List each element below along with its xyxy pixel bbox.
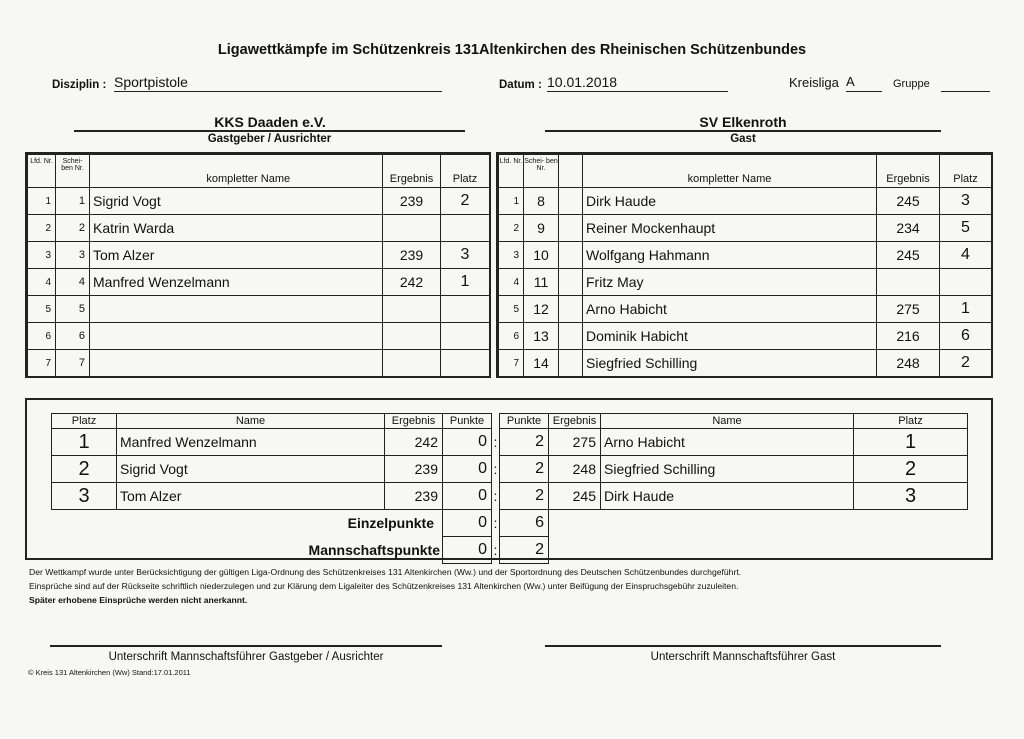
- datum-field[interactable]: [547, 74, 728, 92]
- col-platz-header: Platz: [441, 155, 490, 188]
- home-platz-cell[interactable]: 2: [52, 456, 117, 483]
- einzelpunkte-label: Einzelpunkte: [347, 515, 434, 532]
- ergebnis-cell[interactable]: 234: [877, 215, 940, 242]
- table-row: [499, 269, 992, 296]
- einzelpunkte-home[interactable]: 0: [443, 510, 492, 537]
- ergebnis-cell[interactable]: 275: [877, 296, 940, 323]
- summary-col-ergebnis-header: Ergebnis: [385, 414, 443, 429]
- summary-row: [52, 483, 968, 510]
- guest-punkte-cell[interactable]: 2: [500, 483, 549, 510]
- scheibe-cell: 11: [524, 269, 559, 296]
- lfd-cell: 7: [499, 350, 524, 377]
- scheibe-cell: 4: [56, 269, 90, 296]
- guest-roster-header: [499, 155, 992, 188]
- disziplin-field[interactable]: [114, 74, 442, 92]
- scheibe-cell: 7: [56, 350, 90, 377]
- einzelpunkte-row: [52, 510, 968, 537]
- home-ergebnis-cell[interactable]: 239: [385, 483, 443, 510]
- guest-name-cell[interactable]: Siegfried Schilling: [601, 456, 854, 483]
- summary-col-ergebnis-header: Ergebnis: [549, 414, 601, 429]
- home-team-role: Gastgeber / Ausrichter: [74, 130, 465, 145]
- scheibe-cell: 2: [56, 215, 90, 242]
- platz-cell[interactable]: [441, 296, 490, 323]
- scheibe-cell: 12: [524, 296, 559, 323]
- platz-cell[interactable]: 3: [940, 188, 992, 215]
- datum-label: Datum :: [499, 79, 542, 91]
- col-scheiben-header: Schei- ben Nr.: [524, 155, 559, 188]
- ergebnis-cell[interactable]: [877, 269, 940, 296]
- scheibe-cell: 5: [56, 296, 90, 323]
- table-row: [499, 215, 992, 242]
- name-cell[interactable]: [90, 350, 383, 377]
- signature-guest[interactable]: Unterschrift Mannschaftsführer Gast: [545, 645, 941, 663]
- summary-col-name-header: Name: [601, 414, 854, 429]
- name-cell[interactable]: Katrin Warda: [90, 215, 383, 242]
- col-ergebnis-header: Ergebnis: [877, 155, 940, 188]
- home-name-cell[interactable]: Manfred Wenzelmann: [117, 429, 385, 456]
- summary-col-platz-header: Platz: [52, 414, 117, 429]
- platz-cell[interactable]: 1: [940, 296, 992, 323]
- guest-ergebnis-cell[interactable]: 275: [549, 429, 601, 456]
- table-row: [28, 323, 490, 350]
- summary-frame: [25, 398, 993, 560]
- scheibe-cell: 3: [56, 242, 90, 269]
- separator: :: [493, 488, 498, 504]
- name-cell[interactable]: Reiner Mockenhaupt: [583, 215, 877, 242]
- footer-line-2: Einsprüche sind auf der Rückseite schriftlich niederzulegen und zur Klärung dem Ligaleiter des Schützenkreises 131 Altenkirchen (Ww.) unter Beifügung der Einspruchsgebühr zuzuleiten.: [29, 581, 739, 591]
- name-cell[interactable]: Arno Habicht: [583, 296, 877, 323]
- lfd-cell: 2: [28, 215, 56, 242]
- home-platz-cell[interactable]: 3: [52, 483, 117, 510]
- summary-row: [52, 456, 968, 483]
- name-cell[interactable]: Wolfgang Hahmann: [583, 242, 877, 269]
- guest-name-cell[interactable]: Dirk Haude: [601, 483, 854, 510]
- disziplin-value: Sportpistole: [114, 74, 188, 90]
- page-title: Ligawettkämpfe im Schützenkreis 131Altenkirchen des Rheinischen Schützenbundes: [217, 42, 807, 58]
- summary-col-name-header: Name: [117, 414, 385, 429]
- table-row: [28, 188, 490, 215]
- lfd-cell: 3: [28, 242, 56, 269]
- table-row: [499, 188, 992, 215]
- datum-value: 10.01.2018: [547, 74, 618, 90]
- guest-platz-cell[interactable]: 2: [854, 456, 968, 483]
- table-row: [28, 296, 490, 323]
- platz-cell[interactable]: [441, 350, 490, 377]
- lfd-cell: 4: [499, 269, 524, 296]
- col-ergebnis-header: Ergebnis: [383, 155, 441, 188]
- home-name-cell[interactable]: Sigrid Vogt: [117, 456, 385, 483]
- table-row: [499, 350, 992, 377]
- guest-platz-cell[interactable]: 3: [854, 483, 968, 510]
- name-cell[interactable]: Fritz May: [583, 269, 877, 296]
- guest-punkte-cell[interactable]: 2: [500, 429, 549, 456]
- ergebnis-cell[interactable]: 242: [383, 269, 441, 296]
- mannschaftspunkte-guest[interactable]: 2: [500, 537, 549, 564]
- separator: :: [493, 461, 498, 477]
- platz-cell[interactable]: [940, 269, 992, 296]
- summary-col-punkte-header: Punkte: [443, 414, 492, 429]
- lfd-cell: 5: [28, 296, 56, 323]
- ergebnis-cell[interactable]: 239: [383, 188, 441, 215]
- platz-cell[interactable]: 4: [940, 242, 992, 269]
- separator: :: [493, 434, 498, 450]
- disziplin-label: Disziplin :: [52, 79, 107, 91]
- lfd-cell: 6: [499, 323, 524, 350]
- col-name-header: kompletter Name: [115, 155, 383, 188]
- mannschaftspunkte-label: Mannschaftspunkte: [308, 542, 440, 558]
- home-punkte-cell[interactable]: 0: [443, 456, 492, 483]
- guest-ergebnis-cell[interactable]: 248: [549, 456, 601, 483]
- scheibe-cell: 13: [524, 323, 559, 350]
- name-cell[interactable]: [90, 296, 383, 323]
- scheibe-cell: 9: [524, 215, 559, 242]
- table-row: [499, 323, 992, 350]
- mannschaftspunkte-row: [52, 537, 968, 564]
- gruppe-label: Gruppe: [893, 78, 930, 90]
- scheibe-cell: 10: [524, 242, 559, 269]
- platz-cell[interactable]: 1: [441, 269, 490, 296]
- scheibe-cell: 6: [56, 323, 90, 350]
- home-ergebnis-cell[interactable]: 242: [385, 429, 443, 456]
- scheibe-cell: 1: [56, 188, 90, 215]
- col-platz-header: Platz: [940, 155, 992, 188]
- home-name-cell[interactable]: Tom Alzer: [117, 483, 385, 510]
- scheibe-cell: 14: [524, 350, 559, 377]
- name-cell[interactable]: Siegfried Schilling: [583, 350, 877, 377]
- guest-roster-table: [498, 154, 992, 377]
- ergebnis-cell[interactable]: 248: [877, 350, 940, 377]
- platz-cell[interactable]: [441, 215, 490, 242]
- col-scheiben-header: Schei- ben Nr.: [56, 155, 90, 188]
- home-platz-cell[interactable]: 1: [52, 429, 117, 456]
- summary-col-punkte-header: Punkte: [500, 414, 549, 429]
- ergebnis-cell[interactable]: [383, 350, 441, 377]
- separator: :: [493, 542, 498, 558]
- name-cell[interactable]: Dirk Haude: [583, 188, 877, 215]
- footer-line-3: Später erhobene Einsprüche werden nicht anerkannt.: [29, 595, 248, 605]
- home-team-name: KKS Daaden e.V.: [214, 114, 326, 130]
- lfd-cell: 4: [28, 269, 56, 296]
- table-row: [28, 242, 490, 269]
- summary-table: [51, 413, 968, 564]
- lfd-cell: 5: [499, 296, 524, 323]
- col-name-header: kompletter Name: [583, 155, 877, 188]
- ergebnis-cell[interactable]: 216: [877, 323, 940, 350]
- home-punkte-cell[interactable]: 0: [443, 483, 492, 510]
- name-cell[interactable]: Manfred Wenzelmann: [90, 269, 383, 296]
- name-cell[interactable]: Dominik Habicht: [583, 323, 877, 350]
- lfd-cell: 1: [499, 188, 524, 215]
- ergebnis-cell[interactable]: [383, 215, 441, 242]
- name-cell[interactable]: [90, 323, 383, 350]
- lfd-cell: 1: [28, 188, 56, 215]
- lfd-cell: 6: [28, 323, 56, 350]
- lfd-cell: 2: [499, 215, 524, 242]
- footer-notes: [29, 565, 989, 607]
- footer-line-1: Der Wettkampf wurde unter Berücksichtigung der gültigen Liga-Ordnung des Schützenkreises 131 Altenkirchen (Ww.) und der Sportordnung des Deutschen Schützenbundes durchgeführt.: [29, 567, 742, 577]
- platz-cell[interactable]: 5: [940, 215, 992, 242]
- guest-team-role: Gast: [545, 130, 941, 145]
- col-lfd-header: Lfd. Nr.: [28, 155, 56, 188]
- scheibe-cell: 8: [524, 188, 559, 215]
- guest-ergebnis-cell[interactable]: 245: [549, 483, 601, 510]
- platz-cell[interactable]: 2: [441, 188, 490, 215]
- ergebnis-cell[interactable]: 245: [877, 242, 940, 269]
- table-row: [499, 242, 992, 269]
- signature-home[interactable]: Unterschrift Mannschaftsführer Gastgeber / Ausrichter: [50, 645, 442, 663]
- guest-platz-cell[interactable]: 1: [854, 429, 968, 456]
- guest-punkte-cell[interactable]: 2: [500, 456, 549, 483]
- summary-row: [52, 429, 968, 456]
- ergebnis-cell[interactable]: [383, 323, 441, 350]
- mannschaftspunkte-home[interactable]: 0: [443, 537, 492, 564]
- ergebnis-cell[interactable]: 239: [383, 242, 441, 269]
- home-punkte-cell[interactable]: 0: [443, 429, 492, 456]
- table-row: [28, 269, 490, 296]
- kreisliga-value: A: [846, 74, 855, 89]
- col-lfd-header: Lfd. Nr.: [499, 155, 524, 188]
- copyright-text: © Kreis 131 Altenkirchen (Ww) Stand:17.01.2011: [28, 668, 191, 677]
- kreisliga-label: Kreisliga: [789, 75, 839, 90]
- table-row: [28, 215, 490, 242]
- kreisliga-field[interactable]: [846, 74, 882, 92]
- gruppe-field[interactable]: [941, 74, 990, 92]
- separator: :: [493, 515, 498, 531]
- platz-cell[interactable]: 3: [441, 242, 490, 269]
- guest-roster-frame: [496, 152, 993, 378]
- lfd-cell: 3: [499, 242, 524, 269]
- ergebnis-cell[interactable]: 245: [877, 188, 940, 215]
- platz-cell[interactable]: 6: [940, 323, 992, 350]
- home-roster-frame: [25, 152, 491, 378]
- ergebnis-cell[interactable]: [383, 296, 441, 323]
- guest-team-name: SV Elkenroth: [699, 114, 787, 130]
- home-roster-table: [27, 154, 490, 377]
- table-row: [28, 350, 490, 377]
- home-roster-header: [28, 155, 490, 188]
- name-cell[interactable]: Sigrid Vogt: [90, 188, 383, 215]
- home-ergebnis-cell[interactable]: 239: [385, 456, 443, 483]
- table-row: [499, 296, 992, 323]
- lfd-cell: 7: [28, 350, 56, 377]
- summary-header: [52, 414, 968, 429]
- einzelpunkte-guest[interactable]: 6: [500, 510, 549, 537]
- name-cell[interactable]: Tom Alzer: [90, 242, 383, 269]
- summary-col-platz-header: Platz: [854, 414, 968, 429]
- platz-cell[interactable]: [441, 323, 490, 350]
- guest-name-cell[interactable]: Arno Habicht: [601, 429, 854, 456]
- platz-cell[interactable]: 2: [940, 350, 992, 377]
